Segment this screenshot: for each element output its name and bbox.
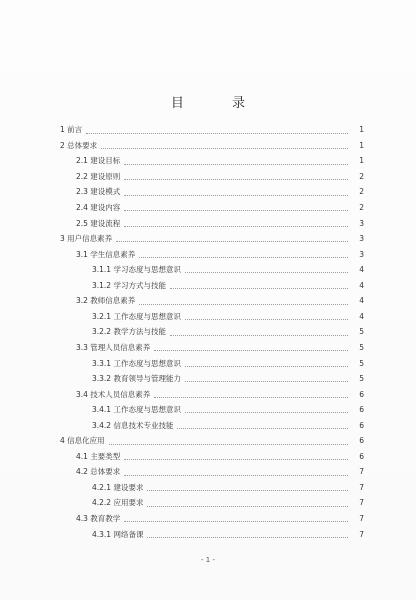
toc-entry-page: 1 — [359, 140, 364, 150]
toc-entry-label: 4 信息化应用 — [60, 436, 105, 446]
toc-leader-dots — [139, 256, 348, 258]
toc-entry-page: 6 — [359, 420, 364, 430]
toc-leader-dots — [147, 536, 348, 538]
toc-entry-label: 3.1 学生信息素养 — [76, 249, 136, 259]
toc-entry-label: 3.3.2 教育领导与管理能力 — [92, 374, 181, 384]
toc-leader-dots — [185, 271, 348, 273]
toc-entry-label: 3.3.1 工作态度与思想意识 — [92, 358, 181, 368]
toc-entry-label: 4.1 主要类型 — [76, 451, 121, 461]
toc-title: 目 录 — [170, 96, 268, 111]
toc-entry-page: 7 — [359, 498, 364, 508]
toc-entry-page: 1 — [359, 156, 364, 166]
toc-entry[interactable] — [0, 511, 416, 527]
toc-leader-dots — [147, 489, 348, 491]
toc-leader-dots — [124, 458, 348, 460]
toc-entry-page: 6 — [359, 436, 364, 446]
toc-leader-dots — [154, 349, 348, 351]
toc-entry-page: 2 — [359, 203, 364, 213]
toc-entry[interactable] — [0, 200, 416, 216]
toc-leader-dots — [124, 194, 348, 196]
toc-entry[interactable] — [0, 371, 416, 387]
toc-entry-label: 2.3 建设模式 — [76, 187, 121, 197]
toc-entry-label: 2.2 建设原则 — [76, 171, 121, 181]
toc-leader-dots — [170, 287, 348, 289]
toc-leader-dots — [124, 209, 348, 211]
toc-leader-dots — [185, 365, 348, 367]
toc-leader-dots — [170, 334, 348, 336]
toc-entry-page: 5 — [359, 374, 364, 384]
toc-entry-page: 5 — [359, 342, 364, 352]
toc-entry[interactable] — [0, 449, 416, 465]
toc-leader-dots — [139, 303, 348, 305]
toc-entry[interactable] — [0, 309, 416, 325]
toc-leader-dots — [116, 240, 348, 242]
toc-entry[interactable] — [0, 138, 416, 154]
toc-entry-label: 4.3.1 网络备课 — [92, 529, 144, 539]
toc-leader-dots — [185, 318, 348, 320]
toc-leader-dots — [109, 443, 348, 445]
toc-entry-label: 3.2.2 教学方法与技能 — [92, 327, 166, 337]
toc-entry-page: 2 — [359, 171, 364, 181]
toc-entry-label: 2.5 建设流程 — [76, 218, 121, 228]
toc-entry-page: 4 — [359, 265, 364, 275]
toc-leader-dots — [185, 411, 348, 413]
toc-entry[interactable] — [0, 215, 416, 231]
toc-entry-label: 3.2 教师信息素养 — [76, 296, 136, 306]
toc-entry-label: 4.2.2 应用要求 — [92, 498, 144, 508]
toc-entry[interactable] — [0, 153, 416, 169]
toc-entry[interactable] — [0, 169, 416, 185]
toc-entry-page: 3 — [359, 234, 364, 244]
toc-entry[interactable] — [0, 231, 416, 247]
toc-entry-page: 5 — [359, 327, 364, 337]
toc-entry[interactable] — [0, 417, 416, 433]
toc-entry-label: 3.1.1 学习态度与思想意识 — [92, 265, 181, 275]
toc-entry-page: 7 — [359, 529, 364, 539]
toc-entry[interactable] — [0, 324, 416, 340]
toc-entry-label: 3.2.1 工作态度与思想意识 — [92, 311, 181, 321]
toc-entry-label: 3.4.2 信息技术专业技能 — [92, 420, 174, 430]
toc-entry[interactable] — [0, 386, 416, 402]
toc-entry-page: 6 — [359, 389, 364, 399]
toc-entry-label: 4.3 教育教学 — [76, 514, 121, 524]
toc-leader-dots — [101, 147, 348, 149]
toc-entry-label: 1 前言 — [60, 125, 83, 135]
toc-entry[interactable] — [0, 464, 416, 480]
toc-entry[interactable] — [0, 246, 416, 262]
toc-leader-dots — [124, 178, 348, 180]
toc-entry-label: 3.4.1 工作态度与思想意识 — [92, 405, 181, 415]
toc-leader-dots — [124, 225, 348, 227]
toc-entry-page: 4 — [359, 296, 364, 306]
toc-entry-label: 2.4 建设内容 — [76, 203, 121, 213]
toc-entry-page: 6 — [359, 405, 364, 415]
toc-entry[interactable] — [0, 340, 416, 356]
toc-entry[interactable] — [0, 526, 416, 542]
toc-entry-label: 4.2 总体要求 — [76, 467, 121, 477]
toc-leader-dots — [124, 520, 348, 522]
toc-entry-page: 7 — [359, 514, 364, 524]
toc-entry[interactable] — [0, 293, 416, 309]
toc-entry-page: 7 — [359, 467, 364, 477]
toc-entry[interactable] — [0, 262, 416, 278]
toc-entry[interactable] — [0, 278, 416, 294]
toc-entry-label: 3 用户信息素养 — [60, 234, 113, 244]
toc-leader-dots — [147, 505, 348, 507]
toc-entry-page: 1 — [359, 125, 364, 135]
toc-entry-page: 3 — [359, 218, 364, 228]
toc-entry[interactable] — [0, 184, 416, 200]
toc-leader-dots — [124, 474, 348, 476]
toc-leader-dots — [86, 132, 348, 134]
toc-entry[interactable] — [0, 402, 416, 418]
toc-entry-label: 3.1.2 学习方式与技能 — [92, 280, 166, 290]
toc-entry-label: 2 总体要求 — [60, 140, 98, 150]
toc-entry-label: 3.4 技术人员信息素养 — [76, 389, 151, 399]
toc-entry-label: 4.2.1 建设要求 — [92, 482, 144, 492]
toc-entry-label: 3.3 管理人员信息素养 — [76, 342, 151, 352]
toc-leader-dots — [154, 396, 348, 398]
page-number-footer: - 1 - — [201, 556, 215, 564]
toc-leader-dots — [177, 427, 348, 429]
toc-entry-page: 4 — [359, 280, 364, 290]
toc-entry-page: 4 — [359, 311, 364, 321]
toc-entry[interactable] — [0, 480, 416, 496]
toc-entry[interactable] — [0, 495, 416, 511]
toc-entry-page: 5 — [359, 358, 364, 368]
toc-entry[interactable] — [0, 122, 416, 138]
toc-leader-dots — [124, 163, 348, 165]
toc-entry-label: 2.1 建设目标 — [76, 156, 121, 166]
toc-entry[interactable] — [0, 355, 416, 371]
toc-entry[interactable] — [0, 433, 416, 449]
toc-entry-page: 6 — [359, 451, 364, 461]
toc-entry-page: 3 — [359, 249, 364, 259]
toc-entry-page: 7 — [359, 482, 364, 492]
toc-entry-page: 2 — [359, 187, 364, 197]
toc-leader-dots — [185, 380, 348, 382]
